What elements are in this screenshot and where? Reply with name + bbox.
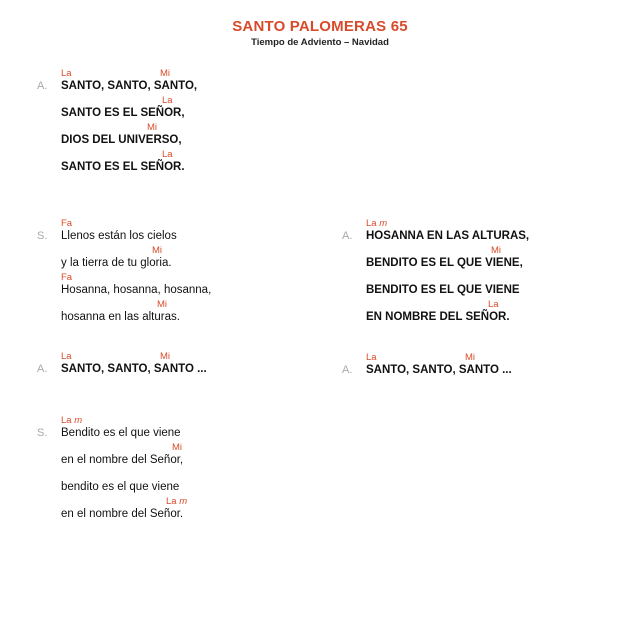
chord: La <box>61 351 72 362</box>
lyric-text: y la tierra de tu gloria. <box>61 257 172 269</box>
lyric-text: hosanna en las alturas. <box>61 311 180 323</box>
chord: La <box>162 149 173 160</box>
chord: La <box>488 299 499 310</box>
chord: La <box>366 352 377 363</box>
section-label: A. <box>342 230 353 242</box>
lyric-text: Bendito es el que viene <box>61 427 181 439</box>
lyric-text: BENDITO ES EL QUE VIENE, <box>366 257 523 269</box>
chord: Mi <box>147 122 158 133</box>
chord: La m <box>61 415 83 426</box>
song-subtitle: Tiempo de Adviento – Navidad <box>251 37 389 48</box>
lyric-text: EN NOMBRE DEL SEÑOR. <box>366 311 510 323</box>
chord: Mi <box>157 299 168 310</box>
chord: Fa <box>61 272 73 283</box>
chord: Mi <box>465 352 476 363</box>
lyric-text: SANTO, SANTO, SANTO ... <box>61 363 207 375</box>
section-label: A. <box>37 80 48 92</box>
chord: La <box>162 95 173 106</box>
lyric-text: HOSANNA EN LAS ALTURAS, <box>366 230 530 242</box>
chord: Fa <box>61 218 73 229</box>
chord: La m <box>366 218 388 229</box>
chord: La m <box>166 496 188 507</box>
song-title: SANTO PALOMERAS 65 <box>232 18 408 35</box>
lyric-text: en el nombre del Señor, <box>61 454 184 466</box>
chord: Mi <box>160 351 171 362</box>
lyric-text: SANTO, SANTO, SANTO ... <box>366 364 512 376</box>
chord: Mi <box>172 442 183 453</box>
lyric-text: Llenos están los cielos <box>61 230 177 242</box>
chord: Mi <box>160 68 171 79</box>
lyric-text: Hosanna, hosanna, hosanna, <box>61 284 212 296</box>
section-label: S. <box>37 427 48 439</box>
lyric-text: DIOS DEL UNIVERSO, <box>61 134 182 146</box>
lyric-text: en el nombre del Señor. <box>61 508 184 520</box>
lyric-text: bendito es el que viene <box>61 481 180 493</box>
lyric-text: SANTO ES EL SEÑOR, <box>61 107 185 119</box>
section-label: S. <box>37 230 48 242</box>
chord: Mi <box>152 245 163 256</box>
lyric-text: SANTO ES EL SEÑOR. <box>61 161 185 173</box>
lyric-text: BENDITO ES EL QUE VIENE <box>366 284 520 296</box>
section-label: A. <box>342 364 353 376</box>
lyric-text: SANTO, SANTO, SANTO, <box>61 80 198 92</box>
chord: La <box>61 68 72 79</box>
section-label: A. <box>37 363 48 375</box>
chord: Mi <box>491 245 502 256</box>
